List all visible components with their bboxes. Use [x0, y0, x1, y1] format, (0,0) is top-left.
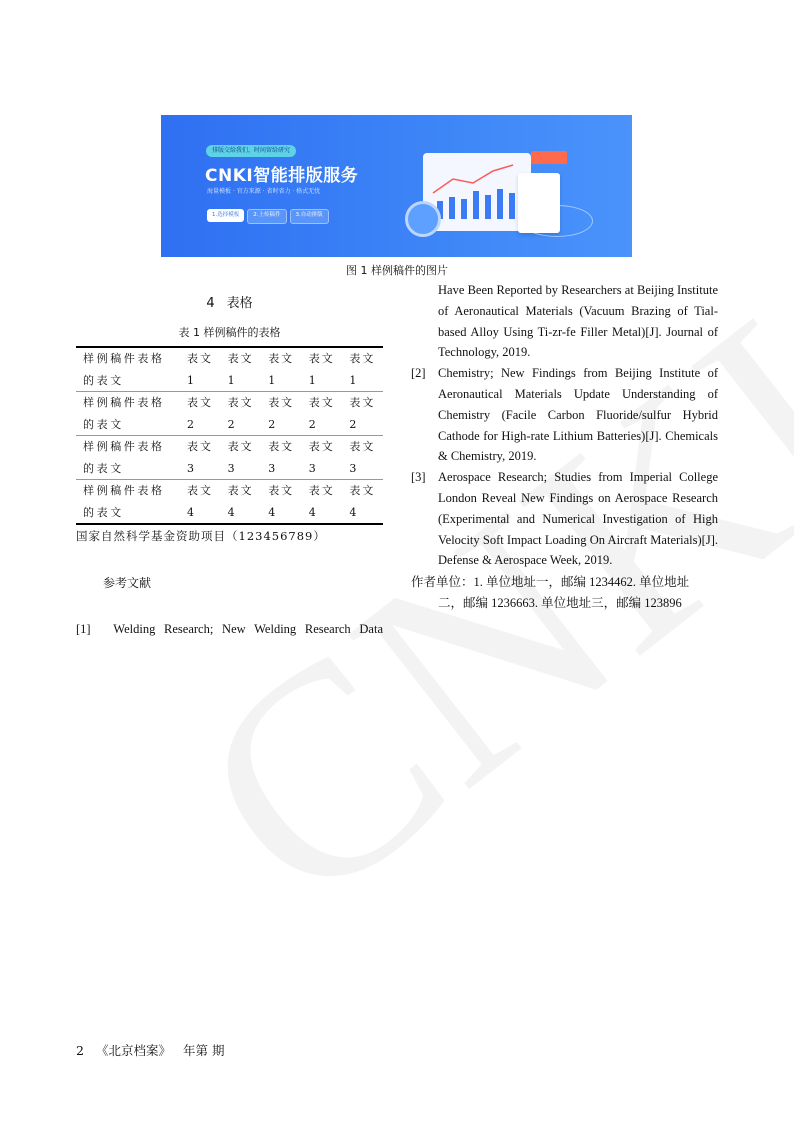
table-cell: 4: [268, 505, 278, 519]
banner-step-1: 1.选择模板: [207, 209, 244, 222]
funding-note: 国家自然科学基金资助项目（123456789）: [76, 529, 326, 543]
table-row: [76, 347, 383, 370]
table-cell: 表文: [268, 396, 295, 409]
banner-step-2: 2.上传稿件: [247, 209, 286, 224]
reference-2: [411, 363, 718, 467]
author-affiliation: [411, 571, 718, 614]
ring-icon: [521, 205, 593, 237]
table-row: [76, 480, 383, 502]
table-cell: 表文: [227, 352, 254, 365]
table-row: [76, 414, 383, 436]
table-cell: 2: [342, 414, 383, 436]
table-cell: 表文: [268, 440, 295, 453]
table-cell: 2: [221, 414, 262, 436]
banner-bar: [509, 193, 515, 219]
banner-bar: [473, 191, 479, 219]
table-caption: 表 1 样例稿件的表格: [178, 326, 281, 339]
table-row: [76, 458, 383, 480]
table-row-label: 的表文: [83, 505, 124, 519]
table-cell: 2: [302, 414, 343, 436]
reference-1-continued: [411, 280, 718, 363]
data-table: [76, 346, 383, 525]
page-footer: [76, 1041, 236, 1059]
table-cell: 1: [261, 370, 302, 392]
table-cell: 4: [227, 505, 237, 519]
table-row: [76, 392, 383, 414]
table-cell: 3: [342, 458, 383, 480]
issue-label: 年第 期: [182, 1043, 225, 1058]
table-cell: 表文: [187, 396, 213, 409]
table-cell: 表文: [349, 440, 376, 453]
banner-bar: [461, 199, 467, 219]
table-cell: 1: [342, 370, 383, 392]
right-column: [411, 280, 718, 614]
section-heading: [76, 290, 383, 311]
table-cell: 表文: [227, 396, 254, 409]
left-column: [76, 290, 383, 637]
section-number: 4: [206, 296, 215, 311]
reference-2-number: [2]: [411, 366, 426, 381]
table-cell: 表文: [227, 440, 254, 453]
banner-pill: 排版交给我们，时间留给研究: [206, 145, 296, 157]
table-cell: 表文: [308, 440, 335, 453]
table-row-label: 样例稿件表格: [83, 484, 165, 497]
reference-3-number: [3]: [411, 470, 426, 485]
table-cell: 表文: [349, 352, 376, 365]
table-cell: 2: [261, 414, 302, 436]
table-cell: 3: [180, 458, 221, 480]
table-cell: 3: [302, 458, 343, 480]
table-row-label: 样例稿件表格: [83, 396, 165, 409]
table-cell: 表文: [308, 396, 335, 409]
banner-subtitle: 海量模板 · 官方来源 · 省时省力 · 格式无忧: [207, 188, 321, 195]
banner-bar: [497, 189, 503, 219]
reference-2-text: Chemistry; New Findings from Beijing Institute of Aeronautical Materials Update Understanding of Chemistry (Facile Carbon Fluoride/sulfur Hybrid Cathode for High-rate Lithium Batteries)[J]. Chemicals & Chemistry, 2019.: [438, 366, 718, 464]
banner-step-3: 3.自动排版: [290, 209, 329, 224]
reference-1-start: [76, 622, 383, 637]
table-cell: 4: [349, 505, 359, 519]
journal-name: 《北京档案》: [95, 1043, 171, 1058]
table-row: [76, 436, 383, 458]
affiliation-label: 作者单位：: [411, 574, 474, 590]
shield-icon: [405, 201, 441, 237]
reference-1-text-start: Welding Research; New Welding Research Data: [113, 622, 383, 636]
table-cell: 表文: [308, 352, 335, 365]
table-cell: 1: [302, 370, 343, 392]
reference-3-text: Aerospace Research; Studies from Imperial College London Reveal New Findings on Aerospace Research (Experimental and Numerical Investigation of High Velocity Soft Impact Loading On Aircraft Materials)[J]. Defense & Aerospace Week, 2019.: [438, 470, 718, 568]
table-cell: 表文: [308, 484, 335, 497]
table-row-label: 的表文: [76, 414, 180, 436]
banner-steps: [207, 209, 329, 224]
affiliation-line-2: 二，邮编 1236663. 单位地址三，邮编 123896: [438, 596, 682, 611]
table-cell: 表文: [187, 440, 213, 453]
banner-image: [161, 115, 632, 257]
table-cell: 表文: [227, 484, 254, 497]
table-row: [76, 370, 383, 392]
figure-caption: 图 1 样例稿件的图片: [346, 264, 448, 277]
table-row-label: 的表文: [76, 370, 180, 392]
table-cell: 3: [221, 458, 262, 480]
banner-bar: [449, 197, 455, 219]
table-cell: 表文: [349, 396, 376, 409]
table-cell: 表文: [268, 352, 295, 365]
table-cell: 表文: [268, 484, 295, 497]
table-cell: 4: [187, 505, 196, 519]
table-cell: 表文: [187, 484, 213, 497]
table-cell: 1: [221, 370, 262, 392]
references-title: 参考文献: [103, 576, 152, 590]
table-row-label: 的表文: [76, 458, 180, 480]
table-cell: 3: [261, 458, 302, 480]
table-cell: 表文: [349, 484, 376, 497]
table-cell: 2: [180, 414, 221, 436]
table-cell: 4: [308, 505, 318, 519]
banner-title: CNKI智能排版服务: [205, 166, 359, 186]
banner-bar: [485, 195, 491, 219]
affiliation-line-1: 1. 单位地址一，邮编 1234462. 单位地址: [473, 575, 690, 590]
tag-icon: [531, 151, 567, 164]
reference-1-number: [1]: [76, 622, 91, 636]
table-cell: 表文: [187, 352, 213, 365]
table-row-label: 样例稿件表格: [83, 440, 165, 453]
table-row-label: 样例稿件表格: [83, 352, 165, 365]
table-cell: 1: [180, 370, 221, 392]
table-row: [76, 502, 383, 525]
section-title: 表格: [226, 296, 253, 311]
page-number: 2: [76, 1043, 84, 1058]
reference-3: [411, 467, 718, 571]
reference-1-text-cont: Have Been Reported by Researchers at Beijing Institute of Aeronautical Materials (Vacuum Brazing of Tial-based Alloy Using Ti-zr-fe Filler Metal)[J]. Journal of Technology, 2019.: [438, 283, 718, 360]
